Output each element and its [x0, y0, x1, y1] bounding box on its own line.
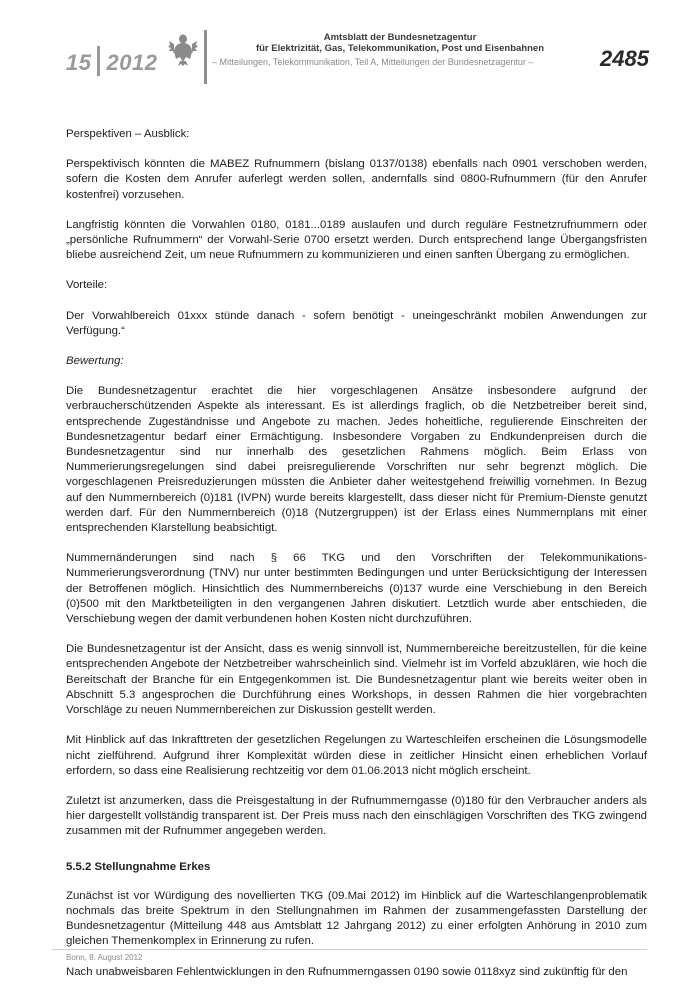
- issue-divider: [97, 46, 100, 76]
- paragraph: Der Vorwahlbereich 01xxx stünde danach - sofern benötigt - uneingeschränkt mobilen Anwendungen zur Verfügung.“: [66, 309, 647, 337]
- paragraph: Perspektiven – Ausblick:: [66, 128, 190, 140]
- paragraph: Zuletzt ist anzumerken, dass die Preisgestaltung in der Rufnummerngasse (0)180 für den Verbraucher anders als hier dargestellt vollständig transparent ist. Der Preis muss nach den einschlägigen Vorschriften des TKG zwingend zusammen mit der Rufnummer angegeben werden.: [66, 794, 647, 838]
- paragraph: Nummernänderungen sind nach § 66 TKG und den Vorschriften der Telekommunikations-Nummerierungsverordnung (TNV) nur unter bestimmten Bedingungen und unter Berücksichtigung der Interessen der Betroffenen möglich. Hinsichtlich des Nummernbereichs (0)137 wurde eine Verschiebung in den Bereich (0)500 mit den Marktbeteiligten in den vergangenen Jahren diskutiert. Letztlich wurde aber entschieden, die Verschiebung wegen der damit verbundenen hohen Kosten nicht durchzuführen.: [66, 552, 647, 626]
- footer-place-date: Bonn, 8. August 2012: [66, 953, 143, 962]
- publication-subtitle: für Elektrizität, Gas, Telekommunikation, Post und Eisenbahnen: [255, 43, 545, 54]
- publication-title: Amtsblatt der Bundesnetzagentur: [323, 32, 477, 43]
- paragraph: Nach unabweisbaren Fehlentwicklungen in den Rufnummerngassen 0190 sowie 0118xyz sind zukünftig für den: [66, 965, 628, 978]
- section-heading: 5.5.2 Stellungnahme Erkes: [66, 860, 211, 873]
- paragraph: Perspektivisch könnten die MABEZ Rufnummern (bislang 0137/0138) ebenfalls nach 0901 verschoben werden, sofern die Kosten dem Anrufer auferlegt werden sollen, andernfalls sind 0800-Rufnummern (für den Anrufer kostenfrei) vorzusehen.: [66, 158, 647, 201]
- footer-divider: [52, 949, 647, 950]
- subheading-bewertung: Bewertung:: [66, 355, 124, 368]
- page-header: [0, 0, 700, 100]
- issue-year: 2012: [106, 50, 158, 75]
- paragraph: Die Bundesnetzagentur erachtet die hier vorgeschlagenen Ansätze insbesondere aufgrund der verbraucherschützenden Aspekte als interessant. Es ist allerdings fraglich, ob die Netzbetreiber bereit sind, entsprechende Zugeständnisse und Angebote zu machen. Jedes hoheitliche, regulierende Einschreiten der Bundesnetzagentur bedarf einer Ermächtigung. Insbesondere Vorgaben zu Endkundenpreisen durch die Bundesnetzagentur sind nur innerhalb des gesetzlichen Rahmens möglich. Beim Erlass von Nummerierungsregelungen sind dabei preisregulierende Vorschriften nur sehr begrenzt möglich. Die vorgeschlagenen Preisreduzierungen müssten die Anbieter daher weitestgehend freiwillig vornehmen. In Bezug auf den Nummernbereich (0)181 (IVPN) wurde bereits klargestellt, dass dieser nicht für Premium-Dienste genutzt werden darf. Für den Nummernbereich (0)18 (Nutzergruppen) ist der Erlass eines Nummernplans mit einer entsprechenden Klarstellung beabsichtigt.: [66, 385, 647, 535]
- paragraph: Zunächst ist vor Würdigung des novellierten TKG (09.Mai 2012) im Hinblick auf die Warteschlangenproblematik nochmals das breite Spektrum in den Stellungnahmen im Rahmen der zusammengefassten Darstellung der Bundesnetzagentur (Mitteilung 448 aus Amtsblatt 12 Jahrgang 2012) zu einer erfolgten Anhörung in 2010 zum gleichen Themenkomplex in Erinnerung zu rufen.: [66, 889, 647, 948]
- issue-number: 15: [66, 50, 92, 75]
- paragraph: Vorteile:: [66, 279, 108, 292]
- issue-label: [66, 46, 157, 76]
- page-number: 2485: [600, 46, 649, 71]
- paragraph: Die Bundesnetzagentur ist der Ansicht, dass es wenig sinnvoll ist, Nummernbereiche bereitzustellen, für die keine entsprechenden Angebote der Netzbetreiber wahrscheinlich sind. Vielmehr ist im Vorfeld abzuklären, wie hoch die Bereitschaft der Branche für ein Entgegenkommen ist. Die Bundesnetzagentur plant wie bereits weiter oben in Abschnitt 5.3 angesprochen die Durchführung eines Workshops, in dessen Rahmen die hier vorgebrachten Vorschläge zu neuen Nummernbereichen zur Diskussion gestellt werden.: [66, 643, 647, 717]
- paragraph: Mit Hinblick auf das Inkrafttreten der gesetzlichen Regelungen zu Warteschleifen erscheinen die Lösungsmodelle nicht zielführend. Aufgrund ihrer Komplexität würden diese in zeitlicher Hinsicht einen erheblichen Vorlauf erfordern, so dass eine Realisierung rechtzeitig vor dem 01.06.2013 nicht möglich erscheint.: [66, 734, 647, 777]
- document-body: [66, 127, 647, 995]
- section-subtitle: – Mitteilungen, Telekommunikation, Teil A, Mitteilungen der Bundesnetzagentur –: [212, 57, 534, 67]
- federal-eagle-icon: [168, 32, 198, 66]
- paragraph: Langfristig könnten die Vorwahlen 0180, 0181...0189 auslaufen und durch reguläre Festnetzrufnummern oder „persönliche Rufnummern“ der Vorwahl-Serie 0700 ersetzt werden. Durch entsprechend lange Übergangsfristen bliebe ausreichend Zeit, um neue Rufnummern zu kommunizieren und einen sanften Übergang zu ermöglichen.: [66, 218, 647, 262]
